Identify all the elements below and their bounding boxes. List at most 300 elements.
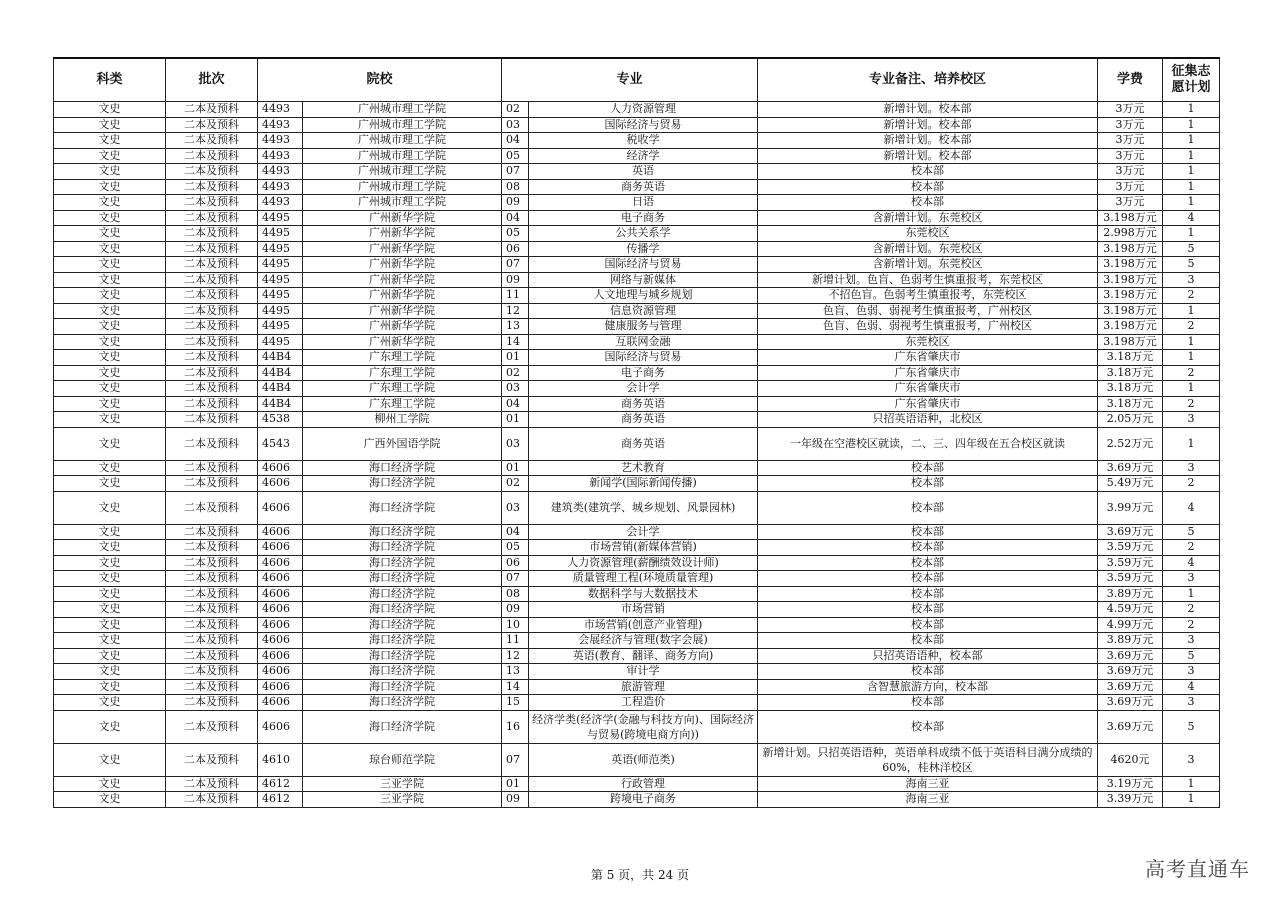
cell-remarks: 只招英语语种，校本部 [758, 648, 1098, 664]
cell-school-code: 4495 [258, 210, 303, 226]
cell-fee: 3.69万元 [1098, 524, 1163, 540]
cell-remarks: 含智慧旅游方向，校本部 [758, 679, 1098, 695]
cell-category: 文史 [54, 133, 166, 149]
cell-batch: 二本及预科 [166, 540, 258, 556]
cell-batch: 二本及预科 [166, 365, 258, 381]
cell-remarks: 色盲、色弱、弱视考生慎重报考，广州校区 [758, 303, 1098, 319]
cell-remarks: 只招英语语种，北校区 [758, 412, 1098, 428]
cell-school-code: 4606 [258, 476, 303, 492]
cell-school-code: 44B4 [258, 381, 303, 397]
cell-school-name: 广州新华学院 [303, 288, 502, 304]
cell-major-name: 英语(师范类) [529, 743, 758, 776]
cell-fee: 3.18万元 [1098, 350, 1163, 366]
cell-major-name: 英语(教育、翻译、商务方向) [529, 648, 758, 664]
table-row [54, 365, 1220, 381]
cell-major-name: 审计学 [529, 664, 758, 680]
cell-school-code: 4493 [258, 179, 303, 195]
cell-school-code: 4606 [258, 602, 303, 618]
cell-school-name: 广东理工学院 [303, 396, 502, 412]
cell-school-name: 广州新华学院 [303, 319, 502, 335]
table-row [54, 540, 1220, 556]
cell-school-code: 4538 [258, 412, 303, 428]
cell-batch: 二本及预科 [166, 303, 258, 319]
cell-major-name: 人文地理与城乡规划 [529, 288, 758, 304]
cell-major-seq: 13 [502, 664, 529, 680]
cell-plan: 2 [1163, 396, 1220, 412]
cell-fee: 3万元 [1098, 117, 1163, 133]
cell-school-name: 广东理工学院 [303, 350, 502, 366]
table-row [54, 272, 1220, 288]
cell-school-name: 海口经济学院 [303, 571, 502, 587]
cell-plan: 3 [1163, 743, 1220, 776]
cell-category: 文史 [54, 792, 166, 808]
cell-category: 文史 [54, 679, 166, 695]
cell-category: 文史 [54, 179, 166, 195]
table-row [54, 148, 1220, 164]
cell-category: 文史 [54, 427, 166, 460]
cell-school-name: 海口经济学院 [303, 679, 502, 695]
cell-major-seq: 12 [502, 303, 529, 319]
cell-category: 文史 [54, 164, 166, 180]
cell-major-seq: 07 [502, 571, 529, 587]
cell-fee: 3.198万元 [1098, 303, 1163, 319]
cell-major-name: 经济学 [529, 148, 758, 164]
cell-plan: 4 [1163, 210, 1220, 226]
table-row [54, 133, 1220, 149]
cell-school-code: 4610 [258, 743, 303, 776]
cell-school-code: 4606 [258, 555, 303, 571]
cell-batch: 二本及预科 [166, 695, 258, 711]
cell-fee: 5.49万元 [1098, 476, 1163, 492]
cell-category: 文史 [54, 195, 166, 211]
table-row [54, 350, 1220, 366]
cell-category: 文史 [54, 396, 166, 412]
cell-remarks: 新增计划。校本部 [758, 148, 1098, 164]
table-row [54, 381, 1220, 397]
cell-remarks: 校本部 [758, 460, 1098, 476]
cell-remarks: 广东省肇庆市 [758, 350, 1098, 366]
cell-major-seq: 06 [502, 241, 529, 257]
cell-major-seq: 03 [502, 381, 529, 397]
cell-category: 文史 [54, 210, 166, 226]
cell-school-name: 三亚学院 [303, 792, 502, 808]
cell-school-code: 4493 [258, 102, 303, 118]
table-row [54, 648, 1220, 664]
cell-school-name: 广东理工学院 [303, 365, 502, 381]
cell-remarks: 东莞校区 [758, 334, 1098, 350]
cell-category: 文史 [54, 148, 166, 164]
cell-school-name: 海口经济学院 [303, 491, 502, 524]
cell-school-code: 4495 [258, 334, 303, 350]
cell-fee: 3.69万元 [1098, 648, 1163, 664]
cell-major-seq: 03 [502, 117, 529, 133]
cell-batch: 二本及预科 [166, 133, 258, 149]
cell-fee: 3万元 [1098, 102, 1163, 118]
header-row [54, 58, 1220, 102]
cell-batch: 二本及预科 [166, 241, 258, 257]
cell-school-name: 广州新华学院 [303, 226, 502, 242]
cell-category: 文史 [54, 571, 166, 587]
cell-plan: 3 [1163, 272, 1220, 288]
cell-fee: 3.198万元 [1098, 288, 1163, 304]
cell-school-code: 4495 [258, 226, 303, 242]
cell-fee: 3.198万元 [1098, 334, 1163, 350]
cell-school-name: 广州城市理工学院 [303, 117, 502, 133]
watermark: 高考直通车 [1145, 857, 1250, 881]
cell-remarks: 校本部 [758, 164, 1098, 180]
cell-school-name: 海口经济学院 [303, 586, 502, 602]
cell-fee: 3万元 [1098, 148, 1163, 164]
cell-fee: 3.59万元 [1098, 555, 1163, 571]
cell-major-seq: 06 [502, 555, 529, 571]
table-row [54, 257, 1220, 273]
cell-major-seq: 04 [502, 133, 529, 149]
cell-batch: 二本及预科 [166, 460, 258, 476]
cell-school-code: 4606 [258, 648, 303, 664]
cell-fee: 3.69万元 [1098, 695, 1163, 711]
cell-major-seq: 04 [502, 210, 529, 226]
cell-plan: 5 [1163, 241, 1220, 257]
cell-batch: 二本及预科 [166, 210, 258, 226]
cell-school-code: 4495 [258, 288, 303, 304]
cell-batch: 二本及预科 [166, 319, 258, 335]
cell-major-seq: 09 [502, 195, 529, 211]
cell-major-seq: 09 [502, 602, 529, 618]
cell-major-seq: 15 [502, 695, 529, 711]
header-category: 科类 [54, 58, 166, 102]
page-number: 第 5 页，共 24 页 [590, 868, 690, 882]
cell-major-seq: 04 [502, 396, 529, 412]
cell-school-code: 4493 [258, 148, 303, 164]
cell-plan: 1 [1163, 102, 1220, 118]
cell-fee: 3.69万元 [1098, 664, 1163, 680]
cell-school-name: 广州城市理工学院 [303, 179, 502, 195]
cell-school-name: 海口经济学院 [303, 617, 502, 633]
cell-batch: 二本及预科 [166, 776, 258, 792]
cell-major-seq: 05 [502, 148, 529, 164]
cell-category: 文史 [54, 350, 166, 366]
cell-plan: 1 [1163, 350, 1220, 366]
cell-category: 文史 [54, 226, 166, 242]
cell-batch: 二本及预科 [166, 350, 258, 366]
cell-school-code: 4606 [258, 679, 303, 695]
cell-remarks: 校本部 [758, 476, 1098, 492]
cell-batch: 二本及预科 [166, 102, 258, 118]
table-row [54, 319, 1220, 335]
cell-batch: 二本及预科 [166, 679, 258, 695]
cell-major-seq: 11 [502, 288, 529, 304]
cell-remarks: 海南三亚 [758, 776, 1098, 792]
cell-major-seq: 16 [502, 710, 529, 743]
cell-plan: 1 [1163, 195, 1220, 211]
cell-fee: 3.18万元 [1098, 381, 1163, 397]
cell-remarks: 新增计划。校本部 [758, 133, 1098, 149]
cell-remarks: 校本部 [758, 540, 1098, 556]
table-row [54, 412, 1220, 428]
cell-major-seq: 07 [502, 743, 529, 776]
cell-category: 文史 [54, 257, 166, 273]
cell-school-name: 海口经济学院 [303, 664, 502, 680]
cell-fee: 3.59万元 [1098, 540, 1163, 556]
cell-remarks: 校本部 [758, 491, 1098, 524]
cell-school-code: 4543 [258, 427, 303, 460]
cell-major-name: 经济学类(经济学(金融与科技方向)、国际经济与贸易(跨境电商方向)) [529, 710, 758, 743]
cell-major-name: 会计学 [529, 524, 758, 540]
header-fee: 学费 [1098, 58, 1163, 102]
cell-school-code: 4606 [258, 633, 303, 649]
cell-fee: 2.998万元 [1098, 226, 1163, 242]
cell-school-name: 海口经济学院 [303, 460, 502, 476]
header-plan: 征集志愿计划 [1163, 58, 1220, 102]
cell-school-code: 4606 [258, 710, 303, 743]
cell-plan: 2 [1163, 365, 1220, 381]
table-row [54, 792, 1220, 808]
cell-batch: 二本及预科 [166, 288, 258, 304]
cell-major-seq: 01 [502, 776, 529, 792]
cell-school-name: 广州新华学院 [303, 303, 502, 319]
cell-school-code: 4493 [258, 133, 303, 149]
cell-plan: 1 [1163, 133, 1220, 149]
cell-plan: 5 [1163, 710, 1220, 743]
cell-remarks: 含新增计划。东莞校区 [758, 241, 1098, 257]
cell-plan: 5 [1163, 257, 1220, 273]
cell-major-seq: 14 [502, 679, 529, 695]
cell-category: 文史 [54, 602, 166, 618]
cell-category: 文史 [54, 476, 166, 492]
cell-plan: 2 [1163, 288, 1220, 304]
cell-remarks: 新增计划。校本部 [758, 117, 1098, 133]
cell-major-seq: 07 [502, 164, 529, 180]
table-row [54, 210, 1220, 226]
cell-school-code: 4606 [258, 695, 303, 711]
cell-batch: 二本及预科 [166, 334, 258, 350]
cell-major-name: 跨境电子商务 [529, 792, 758, 808]
cell-remarks: 校本部 [758, 179, 1098, 195]
cell-school-name: 海口经济学院 [303, 524, 502, 540]
cell-fee: 2.52万元 [1098, 427, 1163, 460]
cell-major-seq: 02 [502, 476, 529, 492]
cell-category: 文史 [54, 381, 166, 397]
cell-school-code: 4495 [258, 257, 303, 273]
cell-plan: 1 [1163, 381, 1220, 397]
table-row [54, 460, 1220, 476]
cell-remarks: 新增计划。校本部 [758, 102, 1098, 118]
table-row [54, 743, 1220, 776]
cell-remarks: 校本部 [758, 633, 1098, 649]
cell-batch: 二本及预科 [166, 381, 258, 397]
cell-major-name: 商务英语 [529, 396, 758, 412]
cell-fee: 3.69万元 [1098, 679, 1163, 695]
cell-category: 文史 [54, 648, 166, 664]
cell-school-name: 海口经济学院 [303, 710, 502, 743]
cell-plan: 4 [1163, 555, 1220, 571]
table-row [54, 427, 1220, 460]
cell-major-seq: 05 [502, 540, 529, 556]
cell-school-code: 4612 [258, 776, 303, 792]
cell-major-seq: 04 [502, 524, 529, 540]
table-row [54, 491, 1220, 524]
cell-category: 文史 [54, 695, 166, 711]
cell-remarks: 校本部 [758, 524, 1098, 540]
table-row [54, 524, 1220, 540]
cell-fee: 3万元 [1098, 133, 1163, 149]
cell-major-seq: 01 [502, 412, 529, 428]
cell-major-name: 新闻学(国际新闻传播) [529, 476, 758, 492]
table-row [54, 117, 1220, 133]
cell-batch: 二本及预科 [166, 272, 258, 288]
cell-category: 文史 [54, 540, 166, 556]
cell-remarks: 东莞校区 [758, 226, 1098, 242]
cell-plan: 1 [1163, 586, 1220, 602]
cell-batch: 二本及预科 [166, 148, 258, 164]
cell-batch: 二本及预科 [166, 792, 258, 808]
cell-plan: 4 [1163, 491, 1220, 524]
cell-plan: 3 [1163, 460, 1220, 476]
cell-major-name: 市场营销(创意产业管理) [529, 617, 758, 633]
cell-school-name: 海口经济学院 [303, 695, 502, 711]
cell-major-seq: 02 [502, 365, 529, 381]
cell-fee: 3.89万元 [1098, 633, 1163, 649]
cell-major-name: 电子商务 [529, 210, 758, 226]
cell-school-name: 琼台师范学院 [303, 743, 502, 776]
cell-fee: 3.198万元 [1098, 319, 1163, 335]
cell-category: 文史 [54, 460, 166, 476]
cell-remarks: 校本部 [758, 617, 1098, 633]
cell-category: 文史 [54, 117, 166, 133]
cell-major-name: 数据科学与大数据技术 [529, 586, 758, 602]
cell-school-code: 44B4 [258, 365, 303, 381]
table-row [54, 679, 1220, 695]
cell-major-seq: 03 [502, 427, 529, 460]
cell-school-code: 44B4 [258, 396, 303, 412]
cell-school-name: 广州新华学院 [303, 272, 502, 288]
cell-school-name: 广西外国语学院 [303, 427, 502, 460]
cell-plan: 5 [1163, 648, 1220, 664]
cell-major-name: 商务英语 [529, 412, 758, 428]
cell-remarks: 不招色盲。色弱考生慎重报考，东莞校区 [758, 288, 1098, 304]
cell-fee: 3万元 [1098, 179, 1163, 195]
cell-major-seq: 02 [502, 102, 529, 118]
cell-school-code: 4606 [258, 524, 303, 540]
cell-major-name: 市场营销 [529, 602, 758, 618]
cell-major-name: 会计学 [529, 381, 758, 397]
cell-category: 文史 [54, 710, 166, 743]
cell-major-name: 互联网金融 [529, 334, 758, 350]
cell-plan: 2 [1163, 319, 1220, 335]
cell-major-name: 传播学 [529, 241, 758, 257]
cell-plan: 3 [1163, 633, 1220, 649]
cell-major-name: 信息资源管理 [529, 303, 758, 319]
cell-major-name: 商务英语 [529, 179, 758, 195]
cell-plan: 3 [1163, 664, 1220, 680]
cell-category: 文史 [54, 412, 166, 428]
cell-batch: 二本及预科 [166, 491, 258, 524]
table-row [54, 288, 1220, 304]
cell-category: 文史 [54, 303, 166, 319]
cell-school-name: 广州新华学院 [303, 210, 502, 226]
cell-remarks: 校本部 [758, 555, 1098, 571]
header-school: 院校 [258, 58, 502, 102]
cell-remarks: 海南三亚 [758, 792, 1098, 808]
cell-fee: 4620元 [1098, 743, 1163, 776]
cell-batch: 二本及预科 [166, 179, 258, 195]
cell-major-seq: 05 [502, 226, 529, 242]
cell-school-name: 海口经济学院 [303, 540, 502, 556]
table-body [54, 102, 1220, 808]
cell-fee: 3.19万元 [1098, 776, 1163, 792]
cell-batch: 二本及预科 [166, 412, 258, 428]
table-row [54, 602, 1220, 618]
cell-batch: 二本及预科 [166, 164, 258, 180]
table-row [54, 179, 1220, 195]
cell-major-name: 国际经济与贸易 [529, 350, 758, 366]
table-row [54, 303, 1220, 319]
table-row [54, 195, 1220, 211]
cell-school-code: 4606 [258, 571, 303, 587]
cell-fee: 3.198万元 [1098, 210, 1163, 226]
table-row [54, 102, 1220, 118]
cell-category: 文史 [54, 555, 166, 571]
cell-remarks: 含新增计划。东莞校区 [758, 210, 1098, 226]
cell-plan: 3 [1163, 571, 1220, 587]
cell-fee: 3.18万元 [1098, 396, 1163, 412]
table-row [54, 226, 1220, 242]
cell-fee: 3.69万元 [1098, 460, 1163, 476]
cell-school-code: 4606 [258, 617, 303, 633]
cell-remarks: 校本部 [758, 710, 1098, 743]
cell-plan: 2 [1163, 476, 1220, 492]
cell-school-name: 海口经济学院 [303, 476, 502, 492]
cell-category: 文史 [54, 491, 166, 524]
cell-school-name: 海口经济学院 [303, 555, 502, 571]
cell-batch: 二本及预科 [166, 648, 258, 664]
cell-school-code: 4606 [258, 586, 303, 602]
table-row [54, 241, 1220, 257]
cell-school-name: 广州新华学院 [303, 257, 502, 273]
cell-plan: 2 [1163, 617, 1220, 633]
cell-school-name: 广州城市理工学院 [303, 133, 502, 149]
cell-category: 文史 [54, 617, 166, 633]
cell-batch: 二本及预科 [166, 257, 258, 273]
cell-plan: 2 [1163, 540, 1220, 556]
cell-remarks: 广东省肇庆市 [758, 381, 1098, 397]
header-major: 专业 [502, 58, 758, 102]
cell-major-seq: 12 [502, 648, 529, 664]
cell-category: 文史 [54, 288, 166, 304]
table-row [54, 710, 1220, 743]
cell-fee: 3.18万元 [1098, 365, 1163, 381]
cell-category: 文史 [54, 524, 166, 540]
cell-fee: 3.89万元 [1098, 586, 1163, 602]
cell-school-code: 4606 [258, 664, 303, 680]
table-row [54, 164, 1220, 180]
cell-fee: 3万元 [1098, 164, 1163, 180]
cell-category: 文史 [54, 586, 166, 602]
cell-school-code: 44B4 [258, 350, 303, 366]
cell-batch: 二本及预科 [166, 476, 258, 492]
cell-major-name: 国际经济与贸易 [529, 257, 758, 273]
cell-batch: 二本及预科 [166, 743, 258, 776]
cell-category: 文史 [54, 241, 166, 257]
cell-major-seq: 13 [502, 319, 529, 335]
cell-fee: 4.99万元 [1098, 617, 1163, 633]
cell-plan: 4 [1163, 679, 1220, 695]
cell-school-name: 广州城市理工学院 [303, 195, 502, 211]
table-row [54, 334, 1220, 350]
cell-major-name: 商务英语 [529, 427, 758, 460]
cell-major-seq: 09 [502, 792, 529, 808]
cell-plan: 1 [1163, 179, 1220, 195]
